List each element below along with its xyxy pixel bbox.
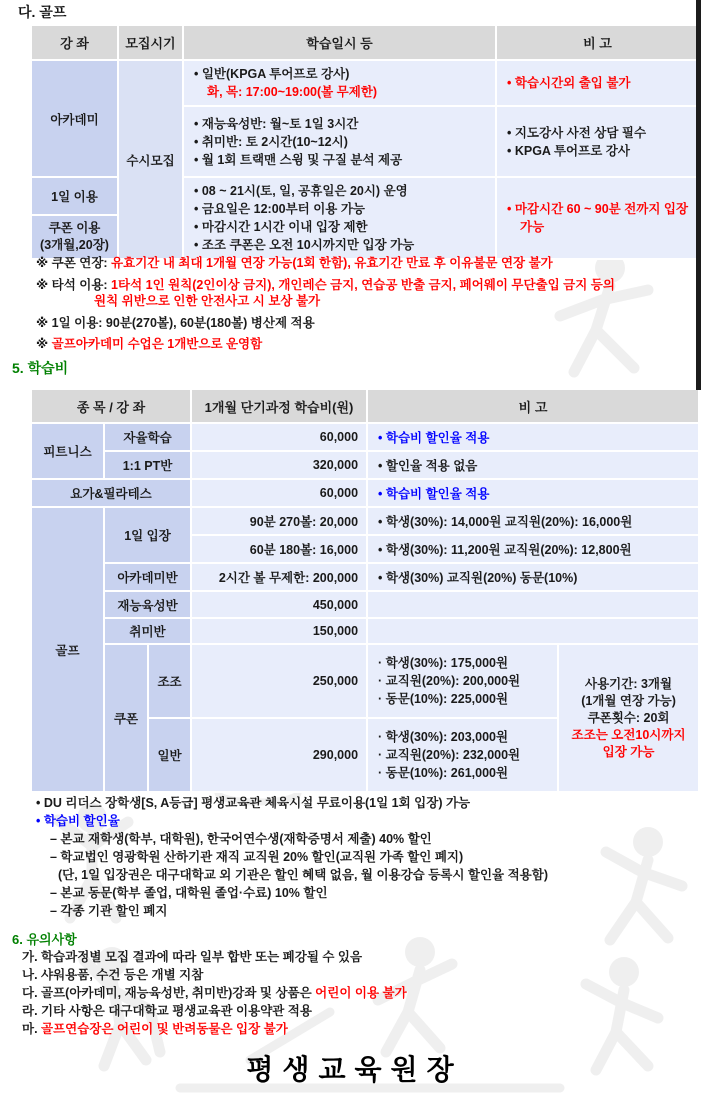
cell-day-use-label: 1일 이용 (31, 177, 118, 215)
cell-day-entry-label: 1일 입장 (104, 507, 191, 563)
cell-academy-general-note (496, 60, 699, 106)
table-row (31, 451, 699, 479)
cell-jojo-fee: 250,000 (191, 644, 367, 718)
cell-talent-note (367, 591, 699, 618)
coupon-use-label: 쿠폰 이용 (48, 221, 101, 236)
table-row (31, 618, 699, 644)
schedule-line: • 재능육성반: 월~토 1일 3시간 (194, 116, 359, 131)
note-coupon-extension (36, 255, 696, 272)
note-day-use: ※ 1일 이용: 90분(270볼), 60분(180볼) 병산제 적용 (36, 315, 315, 330)
cell-academy-classes-schedule (183, 106, 496, 177)
cell-day-coupon-schedule (183, 177, 496, 259)
cell-day60-fee: 60분 180볼: 16,000 (191, 535, 367, 563)
table-row (31, 507, 699, 535)
cell-coupon-info (558, 644, 699, 792)
info-line-red: 조조는 오전10시까지 (571, 727, 686, 742)
caution-item-c (22, 984, 692, 1002)
cell-jojo-note (367, 644, 558, 718)
note-discount-staff-cont: (단, 1일 입장권은 대구대학교 외 기관은 할인 혜택 없음, 월 이용강습 등록시 할인율 적용함) (58, 868, 548, 882)
note-line-red: • 마감시간 60 ~ 90분 전까지 입장 가능 (507, 202, 689, 234)
schedule-line: • 일반(KPGA 투어프로 강사) (194, 67, 350, 81)
note-line-red: • 학습시간외 출입 불가 (507, 76, 631, 90)
caution-item-e (22, 1020, 692, 1038)
schedule-line: • 취미반: 토 2시간(10~12시) (194, 134, 348, 149)
caution-text: 마. (22, 1022, 42, 1036)
caution-list (22, 948, 692, 1038)
discount-line: · 동문(10%): 261,000원 (378, 766, 509, 780)
table-header-row (31, 25, 699, 60)
column-header-note: 비 고 (367, 389, 699, 423)
cell-general-note (367, 718, 558, 792)
note-discount-alumni: – 본교 동문(학부 졸업, 대학원 졸업·수료) 10% 할인 (50, 886, 328, 900)
note-discount-students: – 본교 재학생(학부, 대학원), 한국어연수생(재학증명서 제출) 40% 할인 (50, 832, 432, 846)
note-line: • KPGA 투어프로 강사 (507, 143, 630, 158)
cell-day-coupon-note (496, 177, 699, 259)
golf-section-heading: 다. 골프 (18, 4, 67, 20)
info-line: (1개월 연장 가능) (581, 693, 676, 708)
caution-item-a: 가. 학습과정별 모집 결과에 따라 일부 합반 또는 폐강될 수 있음 (22, 950, 363, 964)
fee-notes (36, 794, 696, 920)
column-header-note: 비 고 (496, 25, 699, 60)
note-red-text: 유효기간 내 최대 1개월 연장 가능(1회 한함), 유효기간 만료 후 이유불문 연장 불가 (111, 256, 553, 270)
cell-self-study-note: • 학습비 할인율 적용 (367, 423, 699, 451)
column-header-schedule: 학습일시 등 (183, 25, 496, 60)
discount-line: · 교직원(20%): 200,000원 (378, 674, 521, 688)
table-row (31, 591, 699, 618)
table-row (31, 479, 699, 507)
cell-day60-note: • 학생(30%): 11,200원 교직원(20%): 12,800원 (367, 535, 699, 563)
caution-red-text: 골프연습장은 어린이 및 반려동물은 입장 불가 (41, 1022, 288, 1036)
note-label: ※ 타석 이용: (36, 277, 108, 292)
cell-pt-note: • 할인율 적용 없음 (367, 451, 699, 479)
note-label: ※ (36, 337, 49, 351)
cell-general-fee: 290,000 (191, 718, 367, 792)
coupon-use-sub: (3개월,20장) (40, 238, 109, 253)
golf-notes (36, 255, 696, 358)
cell-general-label: 일반 (148, 718, 191, 792)
golf-schedule-table (30, 24, 700, 260)
cell-day90-note: • 학생(30%): 14,000원 교직원(20%): 16,000원 (367, 507, 699, 535)
column-header-fee: 1개월 단기과정 학습비(원) (191, 389, 367, 423)
cell-self-study-label: 자율학습 (104, 423, 191, 451)
discount-line: · 교직원(20%): 232,000원 (378, 748, 521, 762)
cell-coupon-use-label (31, 215, 118, 259)
note-tee-use (36, 277, 696, 294)
cell-academy-general-schedule (183, 60, 496, 106)
schedule-line: • 금요일은 12:00부터 이용 가능 (194, 202, 365, 216)
note-discount-staff: – 학교법인 영광학원 산하기관 재직 교직원 20% 할인(교직원 가족 할인 폐지) (50, 850, 464, 864)
discount-line: · 학생(30%): 203,000원 (378, 730, 509, 744)
cell-academy-class-fee: 2시간 볼 무제한: 200,000 (191, 563, 367, 591)
note-tee-use-cont: 원칙 위반으로 인한 안전사고 시 보상 불가 (94, 294, 321, 308)
schedule-line-red: 화, 목: 17:00~19:00(볼 무제한) (207, 85, 378, 99)
info-line: 쿠폰횟수: 20회 (587, 710, 670, 725)
cell-day90-fee: 90분 270볼: 20,000 (191, 507, 367, 535)
schedule-line: • 월 1회 트랙맨 스윙 및 구질 분석 제공 (194, 152, 403, 167)
note-du-leaders: • DU 리더스 장학생[S, A등급] 평생교육관 체육시설 무료이용(1일 1회 입장) 가능 (36, 796, 471, 810)
cell-hobby-fee: 150,000 (191, 618, 367, 644)
table-row (31, 60, 699, 106)
column-header-period: 모집시기 (118, 25, 183, 60)
caution-text: 다. 골프(아카데미, 재능육성반, 취미반)강좌 및 상품은 (22, 986, 316, 1000)
director-signature: 평생교육원장 (246, 1055, 463, 1086)
fee-table (30, 388, 700, 793)
cell-self-study-fee: 60,000 (191, 423, 367, 451)
note-discount-title: • 학습비 할인율 (36, 814, 120, 828)
cell-hobby-note (367, 618, 699, 644)
cell-academy-label: 아카데미 (31, 60, 118, 177)
table-header-row (31, 389, 699, 423)
table-row (31, 644, 699, 718)
note-red-text: 1타석 1인 원칙(2인이상 금지), 개인레슨 금지, 연습공 반출 금지, 페어웨이 무단출입 금지 등의 (111, 277, 615, 292)
caution-item-d: 라. 기타 사항은 대구대학교 평생교육관 이용약관 적용 (22, 1004, 312, 1018)
cell-talent-fee: 450,000 (191, 591, 367, 618)
note-discount-abolished: – 각종 기관 할인 폐지 (50, 904, 168, 918)
note-line: • 지도강사 사전 상담 필수 (507, 125, 647, 140)
cell-yoga-fee: 60,000 (191, 479, 367, 507)
caution-red-text: 어린이 이용 불가 (315, 986, 407, 1000)
note-label: ※ 쿠폰 연장: (36, 256, 108, 270)
cell-recruit-period: 수시모집 (118, 60, 183, 259)
schedule-line: • 마감시간 1시간 이내 입장 제한 (194, 220, 368, 234)
cell-academy-classes-note (496, 106, 699, 177)
note-academy-class (36, 336, 696, 353)
cell-hobby-label: 취미반 (104, 618, 191, 644)
schedule-line: • 조조 쿠폰은 오전 10시까지만 입장 가능 (194, 238, 415, 252)
table-row (31, 563, 699, 591)
cell-jojo-label: 조조 (148, 644, 191, 718)
cell-fitness-label: 피트니스 (31, 423, 104, 479)
cell-academy-class-label: 아카데미반 (104, 563, 191, 591)
info-line: 사용기간: 3개월 (585, 676, 673, 691)
page-edge-line (696, 0, 701, 390)
cell-pt-fee: 320,000 (191, 451, 367, 479)
discount-line: · 학생(30%): 175,000원 (378, 656, 509, 670)
table-row (31, 423, 699, 451)
discount-line: · 동문(10%): 225,000원 (378, 692, 509, 706)
caution-section-heading: 6. 유의사항 (12, 932, 77, 947)
cell-pt-label: 1:1 PT반 (104, 451, 191, 479)
cell-golf-label: 골프 (31, 507, 104, 792)
caution-item-b: 나. 샤워용품, 수건 등은 개별 지참 (22, 968, 204, 982)
cell-talent-label: 재능육성반 (104, 591, 191, 618)
note-red-text: 골프아카데미 수업은 1개반으로 운영함 (51, 337, 263, 351)
schedule-line: • 08 ~ 21시(토, 일, 공휴일은 20시) 운영 (194, 184, 408, 198)
info-line-red: 입장 가능 (602, 744, 655, 759)
fee-section-heading: 5. 학습비 (12, 360, 69, 376)
column-header-subject: 종 목 / 강 좌 (31, 389, 191, 423)
cell-coupon-label: 쿠폰 (104, 644, 148, 792)
cell-academy-class-note: • 학생(30%) 교직원(20%) 동문(10%) (367, 563, 699, 591)
column-header-course: 강 좌 (31, 25, 118, 60)
cell-yoga-label: 요가&필라테스 (31, 479, 191, 507)
cell-yoga-note: • 학습비 할인율 적용 (367, 479, 699, 507)
